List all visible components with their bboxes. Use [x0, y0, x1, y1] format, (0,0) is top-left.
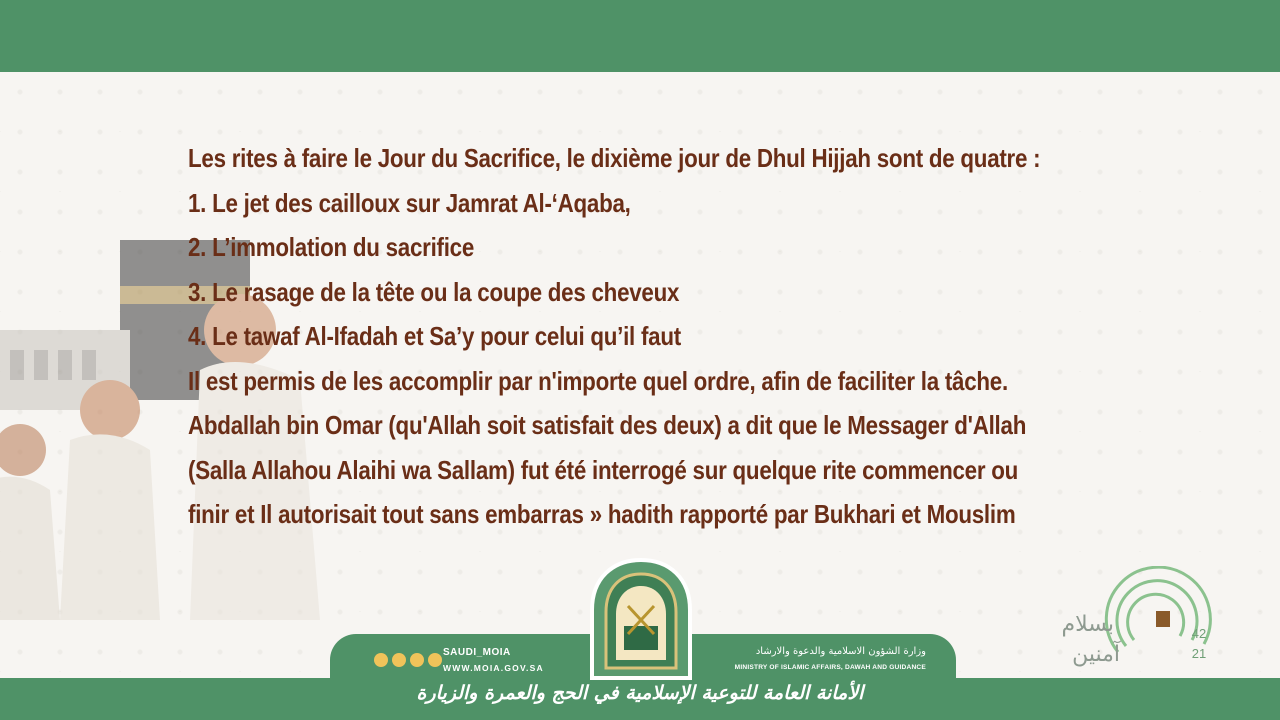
rite-line-3: 3. Le rasage de la tête ou la coupe des cheveux: [188, 276, 680, 307]
footer-banner-text: الأمانة العامة للتوعية الإسلامية في الحج والعمرة والزيارة: [416, 682, 864, 704]
content-text: [188, 136, 1041, 537]
social-icons: [374, 653, 442, 667]
social-handle[interactable]: SAUDI_MOIA: [443, 647, 511, 658]
rite-line-2: 2. L’immolation du sacrifice: [188, 232, 475, 262]
campaign-year: [1184, 624, 1214, 664]
facebook-icon[interactable]: [374, 653, 388, 667]
hadith-line-3: finir et Il autorisait tout sans embarras » hadith rapporté par Bukhari et Mouslim: [188, 499, 1016, 529]
campaign-title-line2: آمنين: [1072, 642, 1120, 667]
year-bottom: 21: [1191, 646, 1207, 661]
ministry-emblem-icon: [578, 556, 704, 682]
campaign-title-line1: بسلام: [1061, 612, 1114, 637]
hadith-line-2: (Salla Allahou Alaihi wa Sallam) fut été interrogé sur quelque rite commencer ou: [188, 454, 1019, 485]
ministry-name-arabic: وزارة الشؤون الاسلامية والدعوة والارشاد: [755, 646, 926, 657]
hadith-line-1: Abdallah bin Omar (qu'Allah soit satisfait des deux) a dit que le Messager d'Allah: [188, 410, 1027, 440]
youtube-icon[interactable]: [410, 653, 424, 667]
intro-line: Les rites à faire le Jour du Sacrifice, le dixième jour de Dhul Hijjah sont de quatre :: [188, 143, 1041, 173]
rite-line-1: 1. Le jet des cailloux sur Jamrat Al-‘Aqaba,: [188, 187, 631, 218]
ministry-name-english: MINISTRY OF ISLAMIC AFFAIRS, DAWAH AND GUIDANCE: [734, 664, 926, 671]
twitter-icon[interactable]: [428, 653, 442, 667]
rite-line-4: 4. Le tawaf Al-Ifadah et Sa’y pour celui qu’il faut: [188, 321, 681, 351]
order-line: Il est permis de les accomplir par n'importe quel ordre, afin de faciliter la tâche.: [188, 365, 1008, 396]
instagram-icon[interactable]: [392, 653, 406, 667]
year-top: 42: [1191, 626, 1207, 641]
top-band: [0, 0, 1280, 72]
website-link[interactable]: WWW.MOIA.GOV.SA: [443, 663, 544, 673]
